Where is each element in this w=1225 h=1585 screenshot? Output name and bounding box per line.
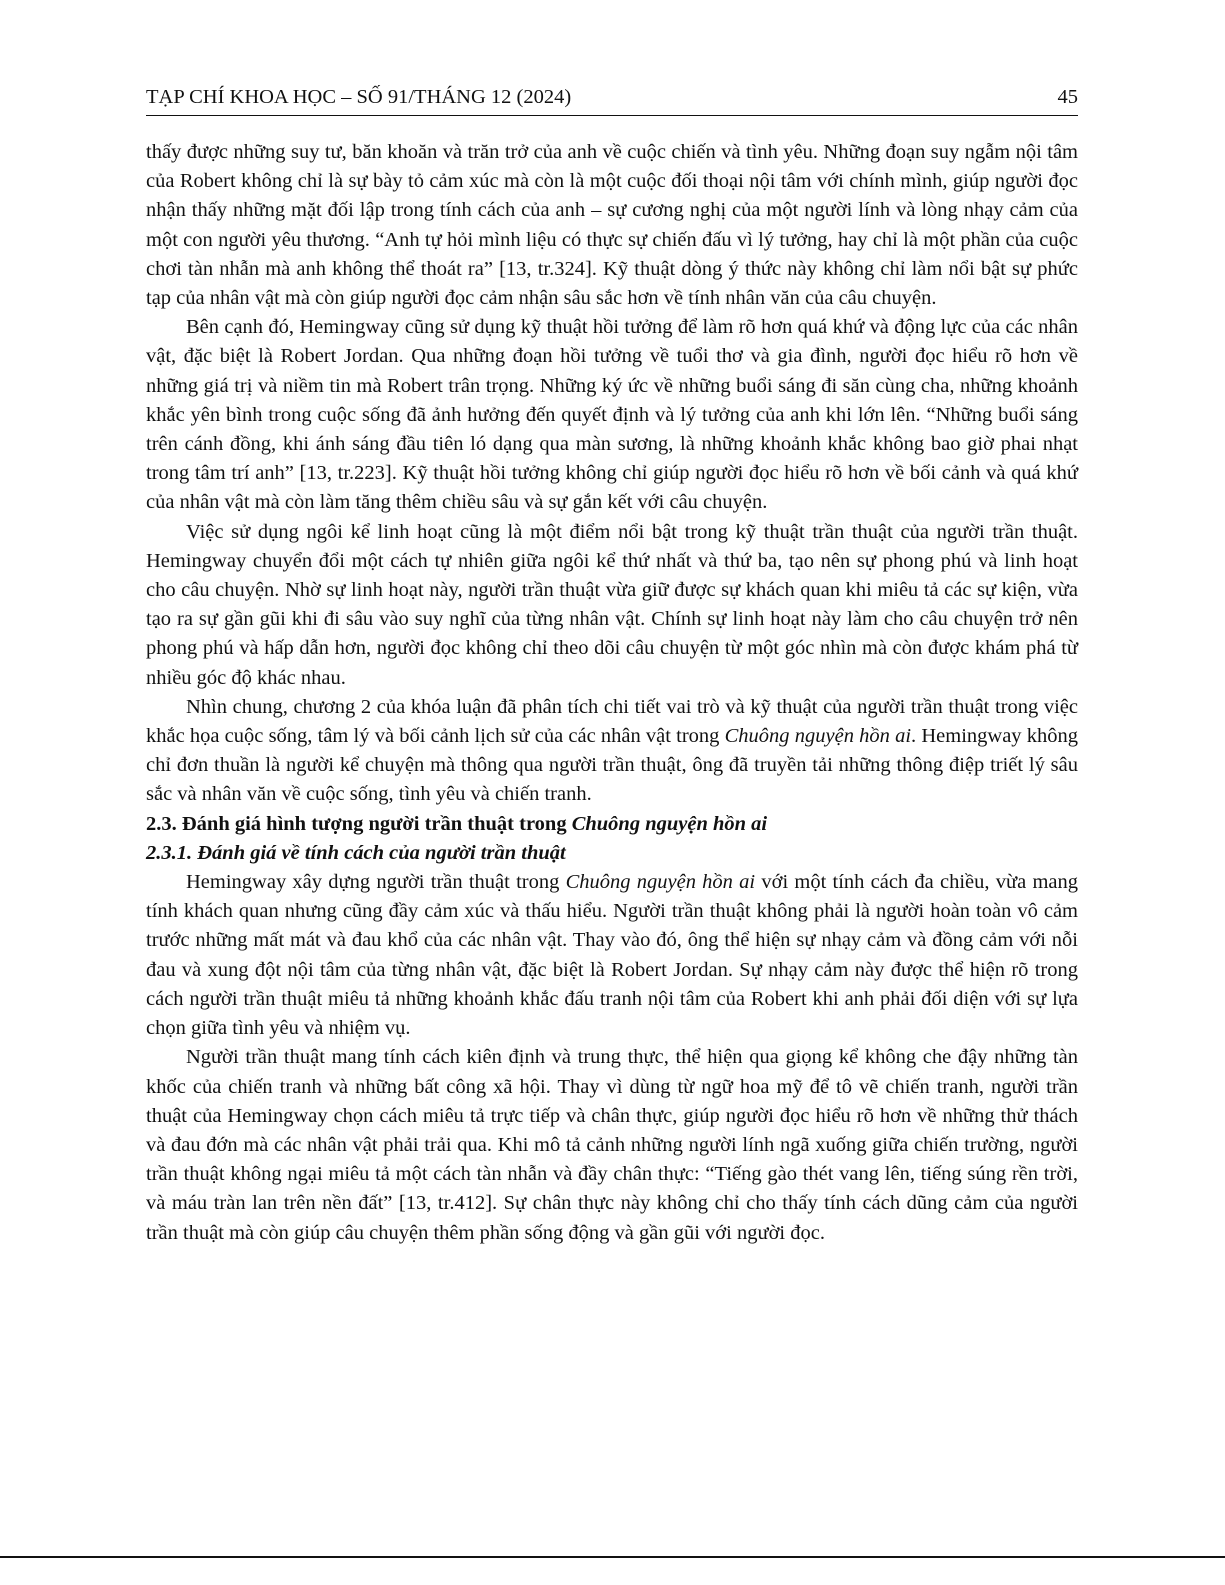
paragraph-text: . Hemingway không chỉ đơn thuần là người kể chuyện mà thông qua người trần thuật, ông đã truyền tải những thông điệp triết lý sâu sắc và nhân văn về cuộc sống, tình yêu và chiến tranh. — [146, 725, 1078, 806]
paragraph-continuation: thấy được những suy tư, băn khoăn và trăn trở của anh về cuộc chiến và tình yêu. Những đoạn suy ngẫm nội tâm của Robert không chỉ là sự bày tỏ cảm xúc mà còn là một cuộc đối thoại nội tâm với chính mình, giúp người đọc nhận thấy những mặt đối lập trong tính cách của anh – sự cương nghị của một người lính và lòng nhạy cảm của một con người yêu thương. “Anh tự hỏi mình liệu có thực sự chiến đấu vì lý tưởng, hay chỉ là một phần của cuộc chơi tàn nhẫn mà anh không thể thoát ra” [13, tr.324]. Kỹ thuật dòng ý thức này không chỉ làm nổi bật sự phức tạp của nhân vật mà còn giúp người đọc cảm nhận sâu sắc hơn về tính nhân văn của câu chuyện. — [146, 141, 1078, 310]
paragraph-flashback: Bên cạnh đó, Hemingway cũng sử dụng kỹ thuật hồi tưởng để làm rõ hơn quá khứ và động lực của các nhân vật, đặc biệt là Robert Jordan. Qua những đoạn hồi tưởng về tuổi thơ và gia đình, người đọc hiểu rõ hơn về những giá trị và niềm tin mà Robert trân trọng. Những ký ức về những buổi sáng đi săn cùng cha, những khoảnh khắc yên bình trong cuộc sống đã ảnh hưởng đến quyết định và lý tưởng của anh khi lớn lên. “Những buổi sáng trên cánh đồng, khi ánh sáng đầu tiên ló dạng qua màn sương, là những khoảnh khắc không bao giờ phai nhạt trong tâm trí anh” [13, tr.223]. Kỹ thuật hồi tưởng không chỉ giúp người đọc hiểu rõ hơn về bối cảnh và quá khứ của nhân vật mà còn làm tăng thêm chiều sâu và sự gắn kết với câu chuyện. — [146, 316, 1078, 514]
page-number: 45 — [1057, 86, 1078, 108]
paragraph-text: Hemingway xây dựng người trần thuật trong — [186, 871, 566, 894]
paragraph-narrative-voice: Việc sử dụng ngôi kể linh hoạt cũng là một điểm nổi bật trong kỹ thuật trần thuật của người trần thuật. Hemingway chuyển đổi một cách tự nhiên giữa ngôi kể thứ nhất và thứ ba, tạo nên sự phong phú và linh hoạt cho câu chuyện. Nhờ sự linh hoạt này, người trần thuật vừa giữ được sự khách quan khi miêu tả các sự kiện, vừa tạo ra sự gần gũi khi đi sâu vào suy nghĩ của từng nhân vật. Chính sự linh hoạt này làm cho câu chuyện trở nên phong phú và hấp dẫn hơn, người đọc không chỉ theo dõi câu chuyện từ một góc nhìn mà còn được khám phá từ nhiều góc độ khác nhau. — [146, 520, 1078, 689]
section-heading: 2.3. Đánh giá hình tượng người trần thuật trong Chuông nguyện hồn ai — [146, 812, 768, 835]
article-body — [146, 138, 1078, 1248]
book-title: Chuông nguyện hồn ai — [571, 812, 768, 835]
bottom-rule — [0, 1556, 1225, 1558]
running-header — [146, 86, 1078, 116]
paragraph-honesty: Người trần thuật mang tính cách kiên định và trung thực, thể hiện qua giọng kể không che đậy những tàn khốc của chiến tranh và những bất công xã hội. Thay vì dùng từ ngữ hoa mỹ để tô vẽ chiến tranh, người trần thuật của Hemingway chọn cách miêu tả trực tiếp và chân thực, giúp người đọc hiểu rõ hơn về những thử thách và đau đớn mà các nhân vật phải trải qua. Khi mô tả cảnh những người lính ngã xuống giữa chiến trường, người trần thuật không ngại miêu tả một cách tàn nhẫn và đầy chân thực: “Tiếng gào thét vang lên, tiếng súng rền trời, và máu tràn lan trên nền đất” [13, tr.412]. Sự chân thực này không chỉ cho thấy tính cách dũng cảm của người trần thuật mà còn giúp câu chuyện thêm phần sống động và gần gũi với người đọc. — [146, 1046, 1078, 1244]
paragraph-character — [146, 868, 1078, 1043]
subsection-heading: 2.3.1. Đánh giá về tính cách của người trần thuật — [146, 841, 566, 864]
paragraph-text: với một tính cách đa chiều, vừa mang tính khách quan nhưng cũng đầy cảm xúc và thấu hiểu. Người trần thuật không phải là người hoàn toàn vô cảm trước những mất mát và đau khổ của các nhân vật. Thay vào đó, ông thể hiện sự nhạy cảm và đồng cảm với nỗi đau và xung đột nội tâm của từng nhân vật, đặc biệt là Robert Jordan. Sự nhạy cảm này được thể hiện rõ trong cách người trần thuật miêu tả những khoảnh khắc đấu tranh nội tâm của Robert khi anh phải đối diện với sự lựa chọn giữa tình yêu và nhiệm vụ. — [146, 871, 1078, 1040]
book-title: Chuông nguyện hồn ai — [565, 871, 756, 894]
paragraph-text: Nhìn chung, chương 2 của khóa luận đã phân tích chi tiết vai trò và kỹ thuật của người trần thuật trong việc khắc họa cuộc sống, tâm lý và bối cảnh lịch sử của các nhân vật trong — [146, 695, 1078, 748]
journal-title: TẠP CHÍ KHOA HỌC – SỐ 91/THÁNG 12 (2024) — [146, 86, 572, 108]
book-title: Chuông nguyện hồn ai — [724, 725, 912, 748]
paragraph-summary — [146, 693, 1078, 810]
